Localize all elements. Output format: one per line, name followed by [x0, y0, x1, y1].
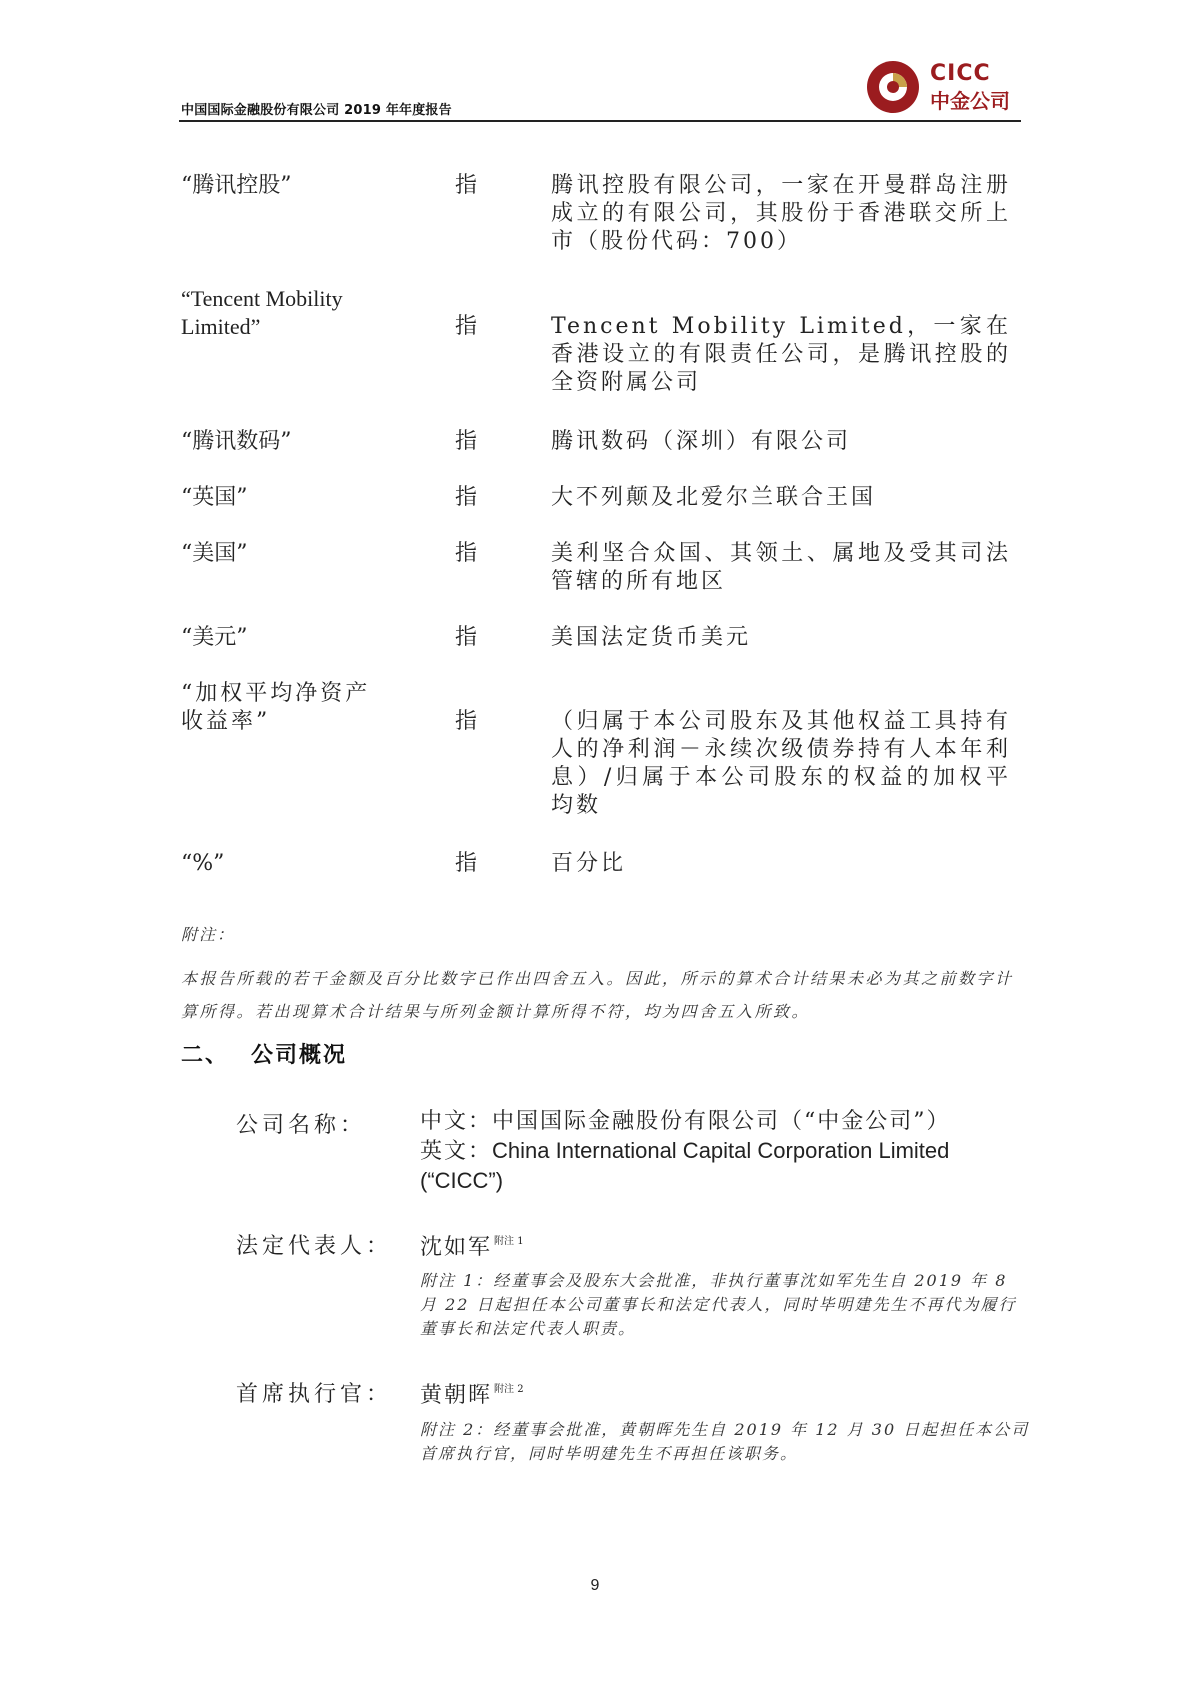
logo-text-en: CICC	[930, 61, 991, 86]
definition-refers-to: 指	[455, 485, 478, 510]
logo-text-cn: 中金公司	[930, 89, 1010, 113]
ceo-footnote-ref: 附注 2	[494, 1384, 524, 1395]
company-name-en: China International Capital Corporation Limited	[492, 1138, 950, 1163]
company-name-cn: 中文：中国国际金融股份有限公司（“中金公司”）	[420, 1109, 951, 1134]
cicc-logo	[866, 58, 1026, 116]
note-text: 本报告所载的若干金额及百分比数字已作出四舍五入。因此，所示的算术合计结果未必为其之前数字计算所得。若出现算术合计结果与所列金额计算所得不符，均为四舍五入所致。	[181, 969, 1014, 1021]
company-name-value	[420, 1107, 1020, 1195]
definition-refers-to: 指	[455, 173, 478, 198]
definition-term: “腾讯数码”	[181, 429, 292, 454]
definition-term: “美国”	[181, 541, 248, 566]
definition-refers-to: 指	[455, 709, 478, 734]
definition-meaning: 腾讯控股有限公司，一家在开曼群岛注册成立的有限公司，其股份于香港联交所上市（股份代码：700）	[551, 173, 1011, 254]
definition-refers-to: 指	[455, 541, 478, 566]
ceo-name: 黄朝晖	[420, 1383, 493, 1408]
definition-refers-to: 指	[455, 314, 478, 339]
definition-term: “加权平均净资产收益率”	[181, 681, 371, 734]
definition-meaning: 大不列颠及北爱尔兰联合王国	[551, 485, 877, 510]
ceo-label: 首席执行官：	[236, 1382, 393, 1407]
definition-meaning: 百分比	[551, 851, 627, 876]
cicc-logo-mark	[866, 58, 924, 116]
note-label: 附注：	[181, 925, 236, 944]
definition-meaning: 美国法定货币美元	[551, 625, 752, 650]
definition-term: “美元”	[181, 625, 248, 650]
definition-term: “腾讯控股”	[181, 173, 292, 198]
section-number: 二、	[181, 1043, 230, 1068]
definition-refers-to: 指	[455, 625, 478, 650]
definition-meaning: Tencent Mobility Limited，一家在香港设立的有限责任公司，是腾讯控股的全资附属公司	[551, 314, 1011, 395]
legal-rep-label: 法定代表人：	[236, 1234, 393, 1259]
report-header-title: 中国国际金融股份有限公司 2019 年年度报告	[181, 103, 452, 118]
page-number: 9	[590, 1577, 600, 1594]
section-heading	[181, 1038, 347, 1069]
definition-refers-to: 指	[455, 851, 478, 876]
legal-rep-value	[420, 1227, 1020, 1262]
definition-term: “英国”	[181, 485, 248, 510]
company-name-en-prefix: 英文：	[420, 1139, 493, 1164]
definition-meaning: 腾讯数码（深圳）有限公司	[551, 429, 852, 454]
ceo-value	[420, 1375, 1020, 1410]
section-title: 公司概况	[251, 1043, 348, 1068]
ceo-note: 附注 2：经董事会批准，黄朝晖先生自 2019 年 12 月 30 日起担任本公司首席执行官，同时毕明建先生不再担任该职务。	[420, 1420, 1030, 1463]
company-name-en-abbr: (“CICC”)	[420, 1168, 504, 1193]
company-name-en-line	[420, 1136, 1020, 1166]
definition-term: “Tencent Mobility Limited”	[181, 286, 343, 339]
legal-rep-note: 附注 1：经董事会及股东大会批准，非执行董事沈如军先生自 2019 年 8 月 22 日起担任本公司董事长和法定代表人，同时毕明建先生不再代为履行董事长和法定代表人职责。	[420, 1271, 1017, 1338]
definition-refers-to: 指	[455, 429, 478, 454]
company-name-label: 公司名称：	[236, 1113, 367, 1138]
definition-term: “%”	[181, 851, 225, 876]
legal-rep-name: 沈如军	[420, 1235, 493, 1260]
definition-meaning: （归属于本公司股东及其他权益工具持有人的净利润－永续次级债券持有人本年利息）/归属于本公司股东的权益的加权平均数	[551, 709, 1011, 818]
header-divider	[179, 120, 1021, 122]
legal-rep-footnote-ref: 附注 1	[494, 1236, 524, 1247]
definition-meaning: 美利坚合众国、其领土、属地及受其司法管辖的所有地区	[551, 541, 1011, 594]
